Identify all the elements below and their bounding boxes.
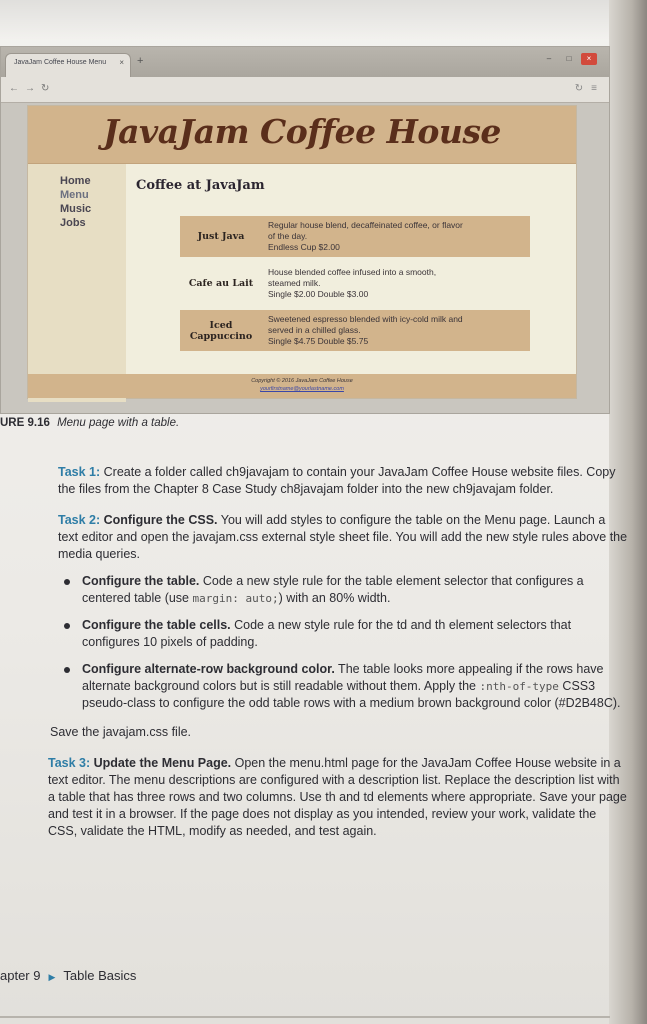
caption-label: URE 9.16: [0, 417, 50, 429]
bullet-title: Configure alternate-row background color.: [82, 662, 335, 676]
page-shadow: [0, 0, 647, 40]
bullet-text: Code a new style rule for the td and th element selectors that configures 10 pixels of padding.: [82, 618, 572, 649]
table-row: [180, 263, 530, 304]
nav-icons: [9, 83, 49, 94]
browser-window: [0, 46, 610, 414]
minimize-icon[interactable]: –: [546, 54, 552, 63]
forward-arrow-icon[interactable]: →: [25, 83, 35, 94]
desc-line: Regular house blend, decaffeinated coffee, or flavor: [268, 220, 463, 230]
bullet-title: Configure the table.: [82, 574, 200, 588]
menu-item-desc: [262, 216, 530, 257]
site-title: JavaJam Coffee House: [103, 112, 501, 151]
task1-paragraph: [58, 464, 628, 498]
desc-line: of the day.: [268, 231, 308, 241]
menu-item-name: Iced Cappuccino: [189, 319, 253, 342]
desc-line: Endless Cup $2.00: [268, 242, 340, 252]
bullet-title: Configure the table cells.: [82, 618, 231, 632]
menu-item-desc: [262, 263, 530, 304]
reload-icon[interactable]: ↻: [41, 83, 50, 94]
nav-link-jobs[interactable]: Jobs: [60, 217, 86, 229]
table-row: [180, 310, 530, 351]
site-main: [136, 178, 556, 193]
chapter-title: Table Basics: [63, 968, 137, 983]
footer-email-link[interactable]: yourfirstname@yourlastname.com: [260, 386, 344, 392]
browser-tab[interactable]: [5, 53, 131, 77]
site-header: [28, 106, 576, 164]
bullet-code: :nth-of-type: [479, 680, 559, 693]
task2-bullets: [58, 573, 628, 712]
table-row: [180, 216, 530, 257]
main-heading: Coffee at JavaJam: [136, 178, 265, 193]
task3-title: Update the Menu Page.: [90, 756, 232, 770]
desc-line: Single $2.00 Double $3.00: [268, 289, 369, 299]
menu-table: [180, 216, 530, 351]
address-bar[interactable]: [1, 77, 609, 103]
menu-icon[interactable]: ≡: [591, 83, 597, 94]
bullet-text: Code a new style rule for the table element selector that configures a centered table (use: [82, 574, 584, 605]
desc-line: Sweetened espresso blended with icy-cold milk and: [268, 314, 463, 324]
desc-line: House blended coffee infused into a smooth,: [268, 267, 437, 277]
desc-line: served in a chilled glass.: [268, 325, 361, 335]
task1-label: Task 1:: [58, 465, 101, 479]
menu-item-name: Cafe au Lait: [188, 278, 254, 289]
task1-text: Create a folder called ch9javajam to contain your JavaJam Coffee House website files. Copy the files from the Chapter 8 Case Study ch8javajam folder into the new ch9javajam folder.: [58, 465, 616, 496]
bullet-item: [78, 573, 628, 607]
maximize-icon[interactable]: □: [566, 54, 572, 63]
arrow-icon: ▶: [48, 972, 56, 982]
bullet-text: CSS3 pseudo-class to configure the odd table rows with a medium brown background color (#D2B48C).: [82, 679, 621, 710]
task2-label: Task 2:: [58, 513, 101, 527]
close-window-icon[interactable]: ×: [581, 53, 597, 65]
desc-line: Single $4.75 Double $5.75: [268, 336, 369, 346]
task2-title: Configure the CSS.: [100, 513, 218, 527]
new-tab-button[interactable]: +: [137, 55, 144, 67]
back-arrow-icon[interactable]: ←: [9, 83, 19, 94]
bullet-item: [78, 617, 628, 651]
save-instruction: Save the javajam.css file.: [50, 725, 192, 739]
bullet-text: The table looks more appealing if the rows have alternate background colors but is still readable without them. Apply the: [82, 662, 604, 693]
figure-caption: [0, 417, 179, 429]
tab-close-icon[interactable]: ×: [119, 58, 124, 67]
nav-link-menu[interactable]: Menu: [60, 189, 89, 201]
window-controls: [541, 53, 597, 65]
task3-text: Open the menu.html page for the JavaJam Coffee House website in a text editor. The menu descriptions are configured with a description list. Replace the description list with a table that has three rows and two columns. Use th and td elements where appropriate. Save your page and test it in a browser. If the page does not display as you intended, review your work, validate the CSS, validate the HTML, modify as needed, and test again.: [48, 756, 627, 838]
site-footer: [28, 374, 576, 398]
javajam-site: [27, 105, 577, 399]
site-nav: [28, 164, 126, 402]
tab-title: JavaJam Coffee House Menu: [14, 59, 107, 66]
chapter-label: apter 9: [0, 968, 41, 983]
toolbar-icons: [575, 83, 597, 94]
desc-line: steamed milk.: [268, 278, 321, 288]
tab-strip: [1, 47, 609, 77]
menu-item-name: Just Java: [197, 231, 245, 242]
bullet-code: margin: auto;: [192, 592, 279, 605]
footer-copyright: Copyright © 2016 JavaJam Coffee House: [251, 378, 353, 384]
nav-link-home[interactable]: Home: [60, 175, 91, 187]
menu-item-desc: [262, 310, 530, 351]
bullet-text: ) with an 80% width.: [278, 591, 391, 605]
page-footer: [0, 968, 136, 983]
body-text: [48, 464, 628, 854]
task2-text: You will add styles to configure the table on the Menu page. Launch a text editor and open the javajam.css external style sheet file. You will add the new style rules above the media queries.: [58, 513, 628, 561]
nav-link-music[interactable]: Music: [60, 203, 92, 215]
refresh-icon[interactable]: ↻: [574, 83, 584, 94]
bottom-rule: [0, 1016, 610, 1018]
caption-text: Menu page with a table.: [57, 417, 180, 429]
task2-paragraph: [58, 512, 628, 563]
task3-label: Task 3:: [48, 756, 91, 770]
bullet-item: [78, 661, 628, 712]
task3-paragraph: [48, 755, 628, 840]
